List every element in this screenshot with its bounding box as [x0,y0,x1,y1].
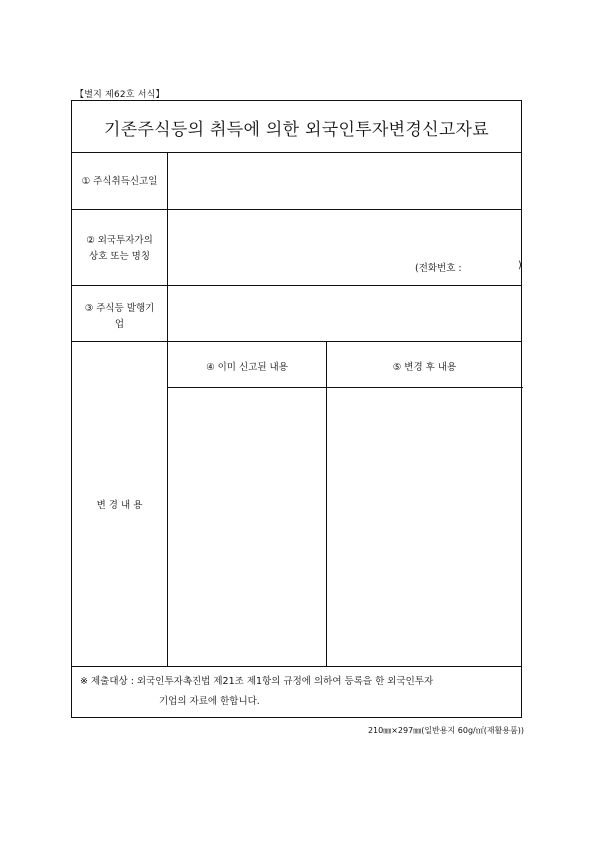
after-change-header: ⑤ 변경 후 내용 [392,362,457,373]
changes-header-divider [167,387,523,388]
phone-number-label: (전화번호 : [415,263,462,274]
investor-name-label-line1: ② 외국투자가의 [86,235,153,246]
phone-number-close: ) [518,260,522,271]
issuer-label-line1: ③ 주식등 발행기 [84,303,155,314]
row-divider [72,285,521,286]
investor-name-label-line2: 상호 또는 명칭 [88,251,151,262]
form-title: 기존주식등의 취득에 의한 외국인투자변경신고자료 [104,119,489,140]
changes-column-divider [326,341,327,666]
issuer-label [72,301,167,333]
acquisition-date-label: ① 주식취득신고일 [81,176,158,187]
report-form [71,100,522,718]
previously-reported-header: ④ 이미 신고된 내용 [206,362,288,373]
submission-note-line2: 기업의 자료에 한합니다. [159,696,260,707]
issuer-label-line2: 업 [114,319,125,330]
row-divider [72,209,521,210]
row-divider [72,341,521,342]
submission-note [80,672,433,712]
section-divider [72,666,521,667]
title-divider [72,152,521,153]
changes-label: 변 경 내 용 [96,500,143,511]
form-number-label: 【별지 제62호 서식】 [75,90,165,100]
submission-note-line1: ※ 제출대상 : 외국인투자촉진법 제21조 제1항의 규정에 의하여 등록을 한 외국인투자 [80,676,434,687]
paper-spec-footer: 210㎜×297㎜(일반용지 60g/㎡(재활용품)) [367,726,524,735]
changes-label-divider [167,341,168,666]
investor-name-label [72,233,167,265]
